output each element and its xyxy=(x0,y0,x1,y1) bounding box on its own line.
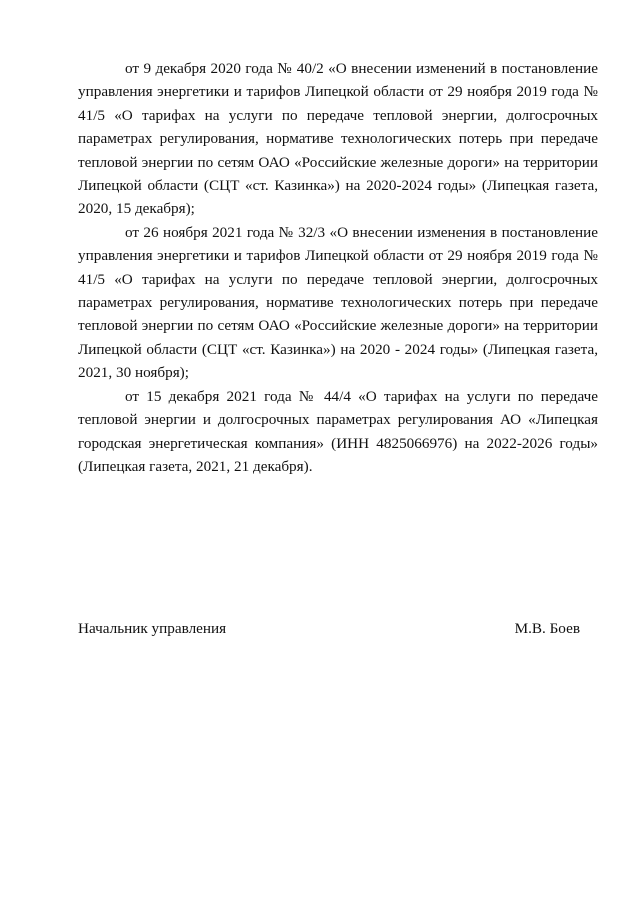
signatory-name: М.В. Боев xyxy=(514,620,580,637)
signature-block xyxy=(78,619,580,639)
document-body xyxy=(78,57,598,478)
paragraph-resolution-32-3: от 26 ноября 2021 года № 32/3 «О внесении изменения в постановление управления энергетики и тарифов Липецкой области от 29 ноября 2019 года № 41/5 «О тарифах на услуги по передаче тепловой энергии, долгосрочных параметрах регулирования, нормативе технологических потерь при передаче тепловой энергии по сетям ОАО «Российские железные дороги» на территории Липецкой области (СЦТ «ст. Казинка») на 2020 - 2024 годы» (Липецкая газета, 2021, 30 ноября); xyxy=(78,223,598,382)
paragraph-resolution-40-2: от 9 декабря 2020 года № 40/2 «О внесении изменений в постановление управления энергетики и тарифов Липецкой области от 29 ноября 2019 года № 41/5 «О тарифах на услуги по передаче тепловой энергии, долгосрочных параметрах регулирования, нормативе технологических потерь при передаче тепловой энергии по сетям ОАО «Российские железные дороги» на территории Липецкой области (СЦТ «ст. Казинка») на 2020-2024 годы» (Липецкая газета, 2020, 15 декабря); xyxy=(78,60,598,218)
signatory-position: Начальник управления xyxy=(78,620,227,637)
paragraph-resolution-44-4: от 15 декабря 2021 года № 44/4 «О тарифах на услуги по передаче тепловой энергии и долгосрочных параметрах регулирования АО «Липецкая городская энергетическая компания» (ИНН 4825066976) на 2022-2026 годы» (Липецкая газета, 2021, 21 декабря). xyxy=(78,387,598,475)
